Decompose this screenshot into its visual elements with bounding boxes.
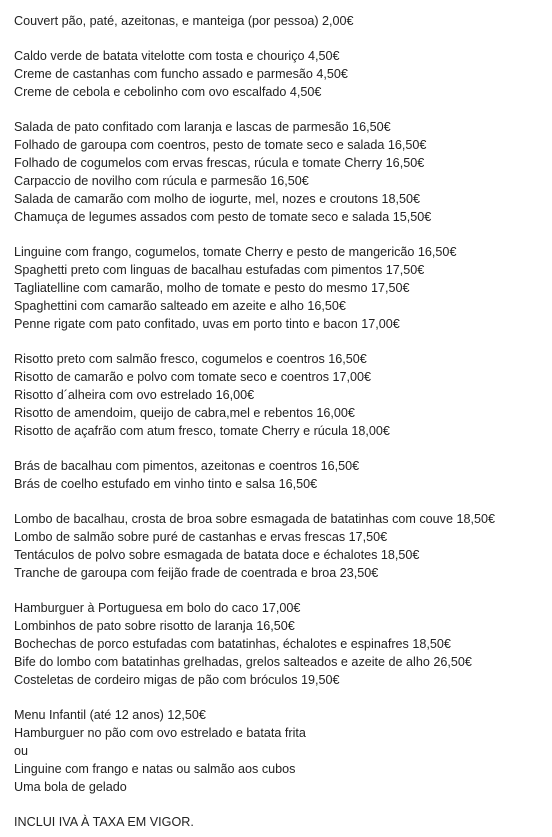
menu-item: Chamuça de legumes assados com pesto de tomate seco e salada 15,50€ (14, 210, 432, 224)
menu-item: Menu Infantil (até 12 anos) 12,50€ (14, 708, 206, 722)
menu-item: Brás de bacalhau com pimentos, azeitonas e coentros 16,50€ (14, 459, 360, 473)
menu-item: Penne rigate com pato confitado, uvas em porto tinto e bacon 17,00€ (14, 317, 400, 331)
kids-section (14, 706, 552, 796)
soups-section (14, 47, 552, 101)
fish-section (14, 510, 552, 582)
section-gap (14, 796, 552, 813)
menu-item: Risotto preto com salmão fresco, cogumelos e coentros 16,50€ (14, 352, 367, 366)
menu-item: Lombo de salmão sobre puré de castanhas e ervas frescas 17,50€ (14, 530, 388, 544)
menu-item: Brás de coelho estufado em vinho tinto e salsa 16,50€ (14, 477, 318, 491)
menu-item: Tranche de garoupa com feijão frade de coentrada e broa 23,50€ (14, 566, 379, 580)
menu-item: Tentáculos de polvo sobre esmagada de batata doce e échalotes 18,50€ (14, 548, 420, 562)
menu-item: Tagliatelline com camarão, molho de tomate e pesto do mesmo 17,50€ (14, 281, 410, 295)
footer-note: INCLUI IVA À TAXA EM VIGOR. (14, 815, 194, 829)
menu-item: Carpaccio de novilho com rúcula e parmesão 16,50€ (14, 174, 309, 188)
menu-item: Hamburguer à Portuguesa em bolo do caco 17,00€ (14, 601, 301, 615)
menu-item: Bife do lombo com batatinhas grelhadas, grelos salteados e azeite de alho 26,50€ (14, 655, 472, 669)
section-gap (14, 30, 552, 47)
couvert-line: Couvert pão, paté, azeitonas, e manteiga (por pessoa) 2,00€ (14, 14, 354, 28)
menu-item: Lombo de bacalhau, crosta de broa sobre esmagada de batatinhas com couve 18,50€ (14, 512, 495, 526)
menu-item: Caldo verde de batata vitelotte com tosta e chouriço 4,50€ (14, 49, 340, 63)
starters-section (14, 118, 552, 226)
pastas-section (14, 243, 552, 333)
section-gap (14, 689, 552, 706)
menu-item: Risotto d´alheira com ovo estrelado 16,00€ (14, 388, 255, 402)
risottos-section (14, 350, 552, 440)
section-gap (14, 440, 552, 457)
menu-item: Hamburguer no pão com ovo estrelado e batata frita (14, 726, 306, 740)
menu-item: Spaghettini com camarão salteado em azeite e alho 16,50€ (14, 299, 346, 313)
menu-item: Folhado de garoupa com coentros, pesto de tomate seco e salada 16,50€ (14, 138, 427, 152)
section-gap (14, 333, 552, 350)
menu-item: Linguine com frango e natas ou salmão aos cubos (14, 762, 296, 776)
meat-section (14, 599, 552, 689)
section-gap (14, 582, 552, 599)
menu-item: Salada de camarão com molho de iogurte, mel, nozes e croutons 18,50€ (14, 192, 421, 206)
bras-section (14, 457, 552, 493)
menu-item: Costeletas de cordeiro migas de pão com bróculos 19,50€ (14, 673, 340, 687)
section-gap (14, 226, 552, 243)
menu-item: ou (14, 744, 29, 758)
section-gap (14, 493, 552, 510)
menu-item: Uma bola de gelado (14, 780, 127, 794)
menu-item: Linguine com frango, cogumelos, tomate Cherry e pesto de mangericão 16,50€ (14, 245, 457, 259)
menu-item: Risotto de açafrão com atum fresco, tomate Cherry e rúcula 18,00€ (14, 424, 390, 438)
menu-document (14, 12, 552, 831)
menu-item: Risotto de camarão e polvo com tomate seco e coentros 17,00€ (14, 370, 372, 384)
menu-item: Bochechas de porco estufadas com batatinhas, échalotes e espinafres 18,50€ (14, 637, 451, 651)
section-gap (14, 101, 552, 118)
menu-item: Spaghetti preto com linguas de bacalhau estufadas com pimentos 17,50€ (14, 263, 425, 277)
menu-item: Folhado de cogumelos com ervas frescas, rúcula e tomate Cherry 16,50€ (14, 156, 425, 170)
menu-item: Salada de pato confitado com laranja e lascas de parmesão 16,50€ (14, 120, 391, 134)
menu-item: Creme de cebola e cebolinho com ovo escalfado 4,50€ (14, 85, 322, 99)
menu-item: Creme de castanhas com funcho assado e parmesão 4,50€ (14, 67, 348, 81)
menu-item: Risotto de amendoim, queijo de cabra,mel e rebentos 16,00€ (14, 406, 355, 420)
menu-item: Lombinhos de pato sobre risotto de laranja 16,50€ (14, 619, 295, 633)
